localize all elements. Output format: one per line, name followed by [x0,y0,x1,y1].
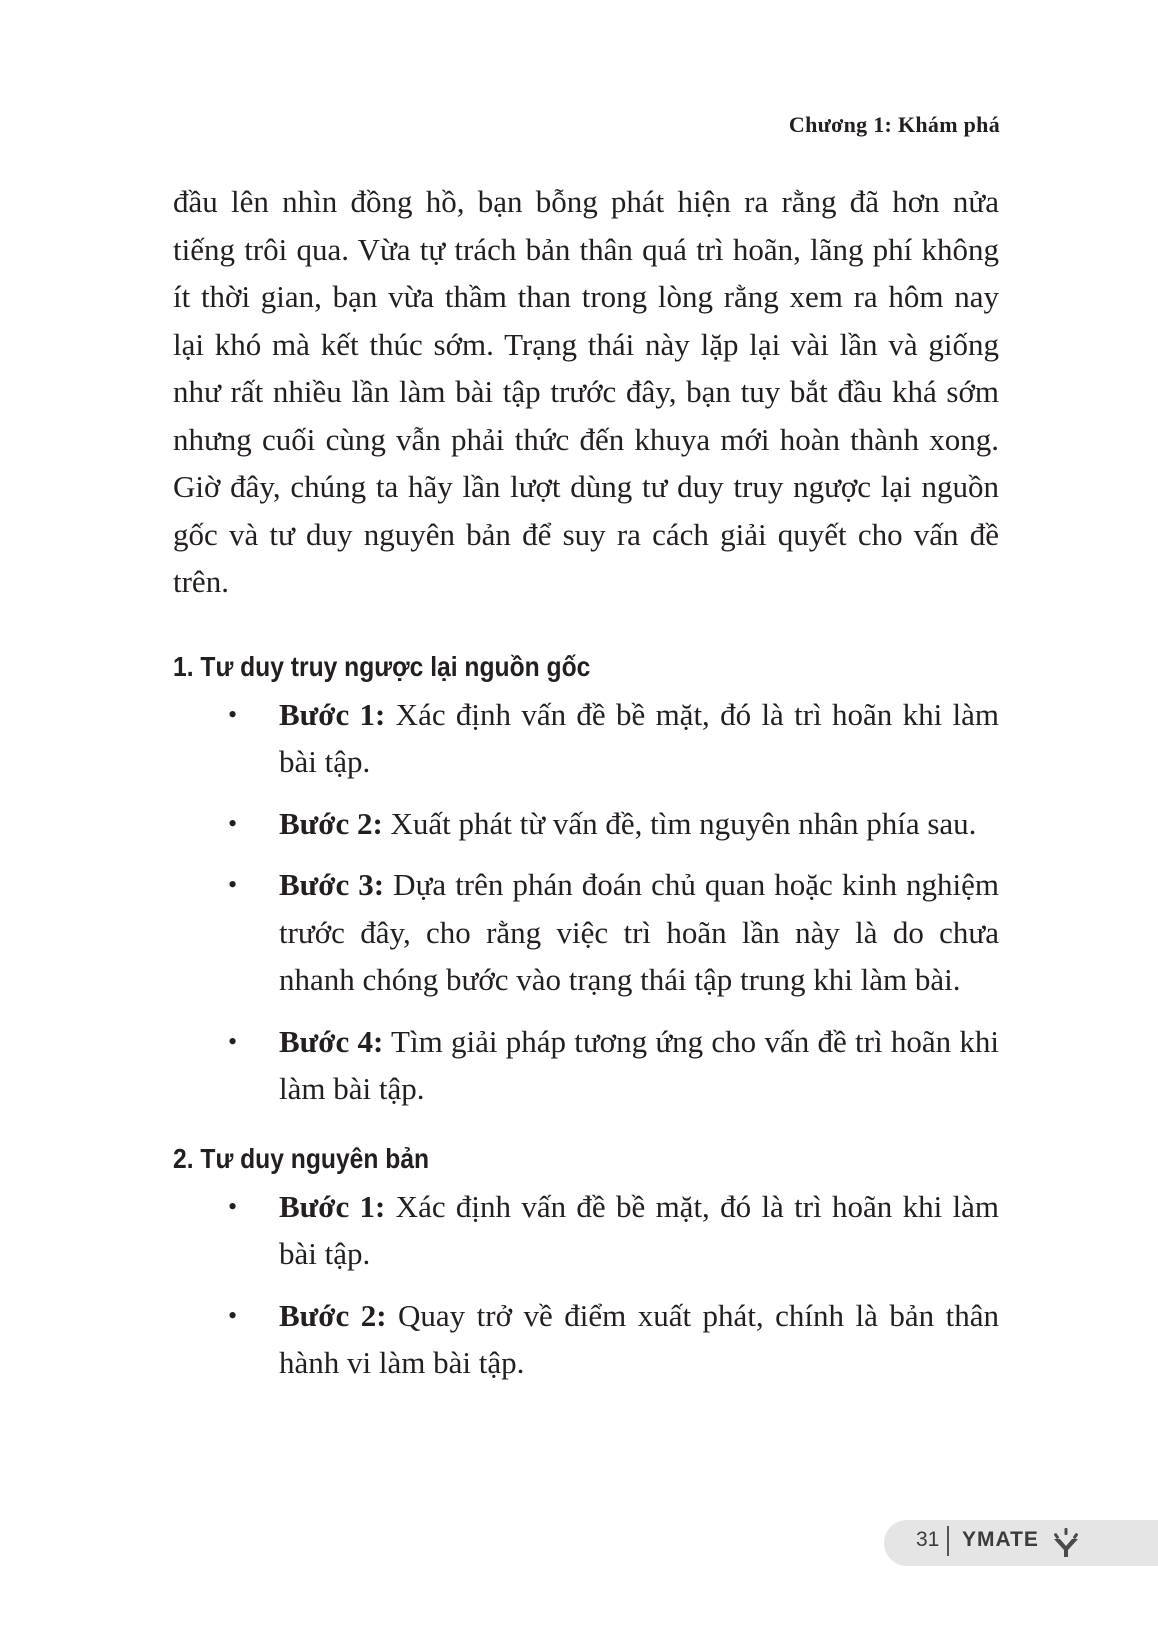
ymate-logo-icon [1048,1524,1084,1560]
section-1-steps [173,691,999,1113]
step-label: Bước 3: [279,867,385,902]
intro-paragraph: đầu lên nhìn đồng hồ, bạn bỗng phát hiện ra rằng đã hơn nửa tiếng trôi qua. Vừa tự trách bản thân quá trì hoãn, lãng phí không ít thời gian, bạn vừa thầm than trong lòng rằng xem ra hôm nay lại khó mà kết thúc sớm. Trạng thái này lặp lại vài lần và giống như rất nhiều lần làm bài tập trước đây, bạn tuy bắt đầu khá sớm nhưng cuối cùng vẫn phải thức đến khuya mới hoàn thành xong. Giờ đây, chúng ta hãy lần lượt dùng tư duy truy ngược lại nguồn gốc và tư duy nguyên bản để suy ra cách giải quyết cho vấn đề trên. [173,184,999,599]
step-text: Xác định vấn đề bề mặt, đó là trì hoãn khi làm bài tập. [279,1188,1000,1271]
list-item [173,1183,999,1278]
step-label: Bước 2: [279,1297,387,1333]
step-label: Bước 1: [279,696,386,732]
running-header: Chương 1: Khám phá [788,112,1000,137]
page-body [173,178,999,1401]
bullet-icon: • [228,699,238,729]
brand-name: YMATE [962,1528,1039,1551]
step-text: Xác định vấn đề bề mặt, đó là trì hoãn khi làm bài tập. [279,696,1000,779]
list-item [173,861,999,1004]
list-item [173,1018,999,1113]
bullet-icon: • [228,870,238,899]
page-number: 31 [916,1528,940,1551]
list-item [173,1292,999,1387]
step-text: Tìm giải pháp tương ứng cho vấn đề trì hoãn khi làm bài tập. [279,1023,1000,1106]
list-item [173,800,999,848]
step-label: Bước 4: [279,1023,384,1059]
bullet-icon: • [228,1026,238,1056]
section-heading-2: 2. Tư duy nguyên bản [173,1142,430,1174]
section-2-steps [173,1183,999,1387]
step-label: Bước 2: [279,805,383,841]
step-text: Xuất phát từ vấn đề, tìm nguyên nhân phía sau. [382,805,977,841]
bullet-icon: • [228,808,238,838]
bullet-icon: • [228,1300,238,1330]
list-item [173,691,999,786]
footer-divider [947,1526,949,1556]
section-heading-1: 1. Tư duy truy ngược lại nguồn gốc [173,650,591,682]
step-text: Quay trở về điểm xuất phát, chính là bản thân hành vi làm bài tập. [279,1297,1000,1380]
step-text: Dựa trên phán đoán chủ quan hoặc kinh nghiệm trước đây, cho rằng việc trì hoãn lần này là do chưa nhanh chóng bước vào trạng thái tập trung khi làm bài. [279,867,1000,997]
bullet-icon: • [228,1191,238,1221]
step-label: Bước 1: [279,1188,386,1224]
